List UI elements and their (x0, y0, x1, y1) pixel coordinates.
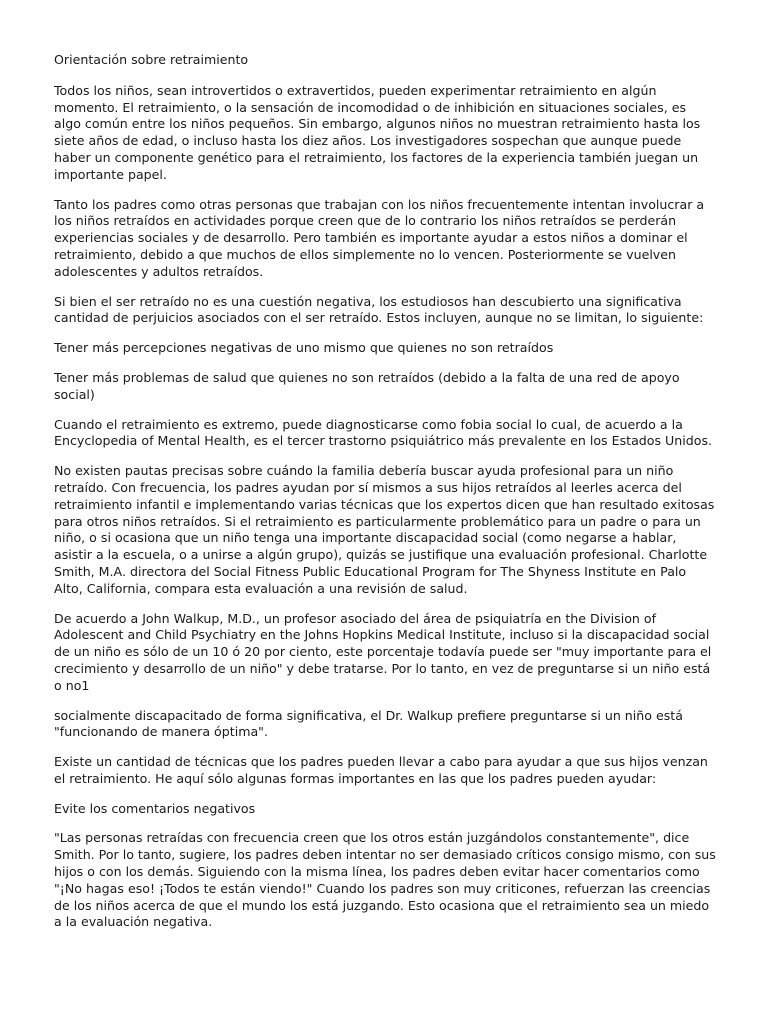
paragraph-walkup: De acuerdo a John Walkup, M.D., un profesor asociado del área de psiquiatría en the Division of Adolescent and Child Psychiatry en the Johns Hopkins Medical Institute, incluso si la discapacidad social de un niño es sólo de un 10 ó 20 por ciento, este porcentaje todavía puede ser "muy importante para el crecimiento y desarrollo de un niño" y debe tratarse. Por lo tanto, en vez de preguntarse si un niño está o no1 (54, 610, 712, 693)
paragraph-guidelines: No existen pautas precisas sobre cuándo la familia debería buscar ayuda profesional para un niño retraído. Con frecuencia, los padres ayudan por sí mismos a sus hijos retraídos al leerles acerca del retraimiento infantil e implementando varias técnicas que los expertos dicen que han resultado exitosas para otros niños retraídos. Si el retraimiento es particularmente problemático para un padre o para un niño, o si ocasiona que un niño tenga una importante discapacidad social (como negarse a hablar, asistir a la escuela, o a unirse a algún grupo), quizás se justifique una evaluación profesional. Charlotte Smith, M.A. directora del Social Fitness Public Educational Program for The Shyness Institute en Palo Alto, California, compara esta evaluación a una revisión de salud. (54, 463, 715, 596)
paragraph-intro: Todos los niños, sean introvertidos o extravertidos, pueden experimentar retraimiento en algún momento. El retraimiento, o la sensación de incomodidad o de inhibición en situaciones sociales, es algo común entre los niños pequeños. Sin embargo, algunos niños no muestran retraimiento hasta los siete años de edad, o incluso hasta los diez años. Los investigadores sospechan que aunque puede haber un componente genético para el retraimiento, los factores de la experiencia también juegan un importante papel. (54, 82, 701, 182)
paragraph-social-phobia: Cuando el retraimiento es extremo, puede diagnosticarse como fobia social lo cual, de acuerdo a la Encyclopedia of Mental Health, es el tercer trastorno psiquiátrico más prevalente en los Estados Unidos. (54, 416, 713, 449)
paragraph-smith-quote: "Las personas retraídas con frecuencia creen que los otros están juzgándolos constantemente", dice Smith. Por lo tanto, sugiere, los padres deben intentar no ser demasiado críticos consigo mismo, con sus hijos o con los demás. Siguiendo con la misma línea, los padres deben evitar hacer comentarios como "¡No hagas eso! ¡Todos te están viendo!" Cuando los padres son muy criticones, refuerzan las creencias de los niños acerca de que el mundo los está juzgando. Esto ocasiona que el retraimiento sea un miedo a la evaluación negativa. (54, 830, 716, 930)
paragraph-walkup-continued: socialmente discapacitado de forma significativa, el Dr. Walkup prefiere preguntarse si un niño está "funcionando de manera óptima". (54, 707, 683, 740)
paragraph-item-health: Tener más problemas de salud que quienes no son retraídos (debido a la falta de una red de apoyo social) (54, 369, 680, 402)
paragraph-parents: Tanto los padres como otras personas que trabajan con los niños frecuentemente intentan involucrar a los niños retraídos en actividades porque creen que de lo contrario los niños retraídos se perderán experiencias sociales y de desarrollo. Pero también es importante ayudar a estos niños a dominar el retraimiento, debido a que muchos de ellos simplemente no lo vencen. Posteriormente se vuelven adolescentes y adultos retraídos. (54, 196, 705, 279)
paragraph-item-perceptions: Tener más percepciones negativas de uno mismo que quienes no son retraídos (54, 340, 554, 356)
document-title: Orientación sobre retraimiento (54, 52, 249, 67)
paragraph-drawbacks: Si bien el ser retraído no es una cuestión negativa, los estudiosos han descubierto una significativa cantidad de perjuicios asociados con el ser retraído. Estos incluyen, aunque no se limitan, lo siguiente: (54, 293, 704, 326)
section-heading-avoid-negative-comments: Evite los comentarios negativos (54, 800, 256, 816)
paragraph-techniques: Existe un cantidad de técnicas que los padres pueden llevar a cabo para ayudar a que sus hijos venzan el retraimiento. He aquí sólo algunas formas importantes en las que los padres pueden ayudar: (54, 754, 708, 786)
